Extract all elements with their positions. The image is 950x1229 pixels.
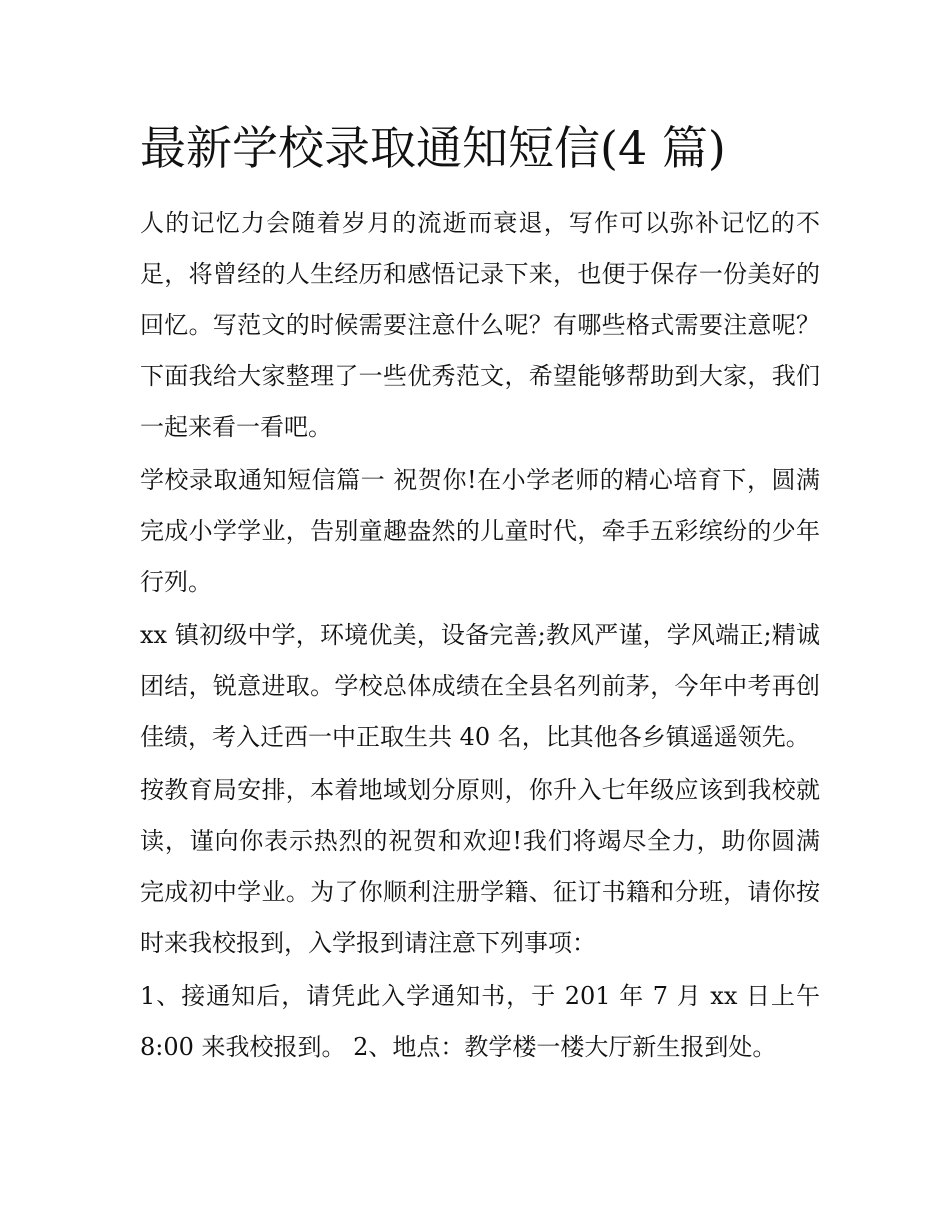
paragraph-letter-one: 学校录取通知短信篇一 祝贺你!在小学老师的精心培育下，圆满完成小学学业，告别童趣盎然的儿童时代，牵手五彩缤纷的少年行列。 <box>140 466 820 596</box>
paragraph-enrollment: 按教育局安排，本着地域划分原则，你升入七年级应该到我校就读，谨向你表示热烈的祝贺和欢迎!我们将竭尽全力，助你圆满完成初中学业。为了你顺利注册学籍、征订书籍和分班，请你按时来我校报到，入学报到请注意下列事项： <box>140 776 820 957</box>
paragraph-notice-items: 1、接通知后，请凭此入学通知书，于 201 年 7 月 xx 日上午 8:00 来我校报到。 2、地点：教学楼一楼大厅新生报到处。 <box>140 982 820 1061</box>
document-title: 最新学校录取通知短信(4 篇) <box>140 121 726 175</box>
paragraph-school-intro: xx 镇初级中学，环境优美，设备完善;教风严谨，学风端正;精诚团结，锐意进取。学校总体成绩在全县名列前茅，今年中考再创佳绩，考入迁西一中正取生共 40 名，比其他各乡镇遥遥领先。 <box>140 621 820 751</box>
document-body <box>140 112 820 1075</box>
paragraph-intro: 人的记忆力会随着岁月的流逝而衰退，写作可以弥补记忆的不足，将曾经的人生经历和感悟记录下来，也便于保存一份美好的回忆。写范文的时候需要注意什么呢？有哪些格式需要注意呢？下面我给大家整理了一些优秀范文，希望能够帮助到大家，我们一起来看一看吧。 <box>140 209 820 441</box>
